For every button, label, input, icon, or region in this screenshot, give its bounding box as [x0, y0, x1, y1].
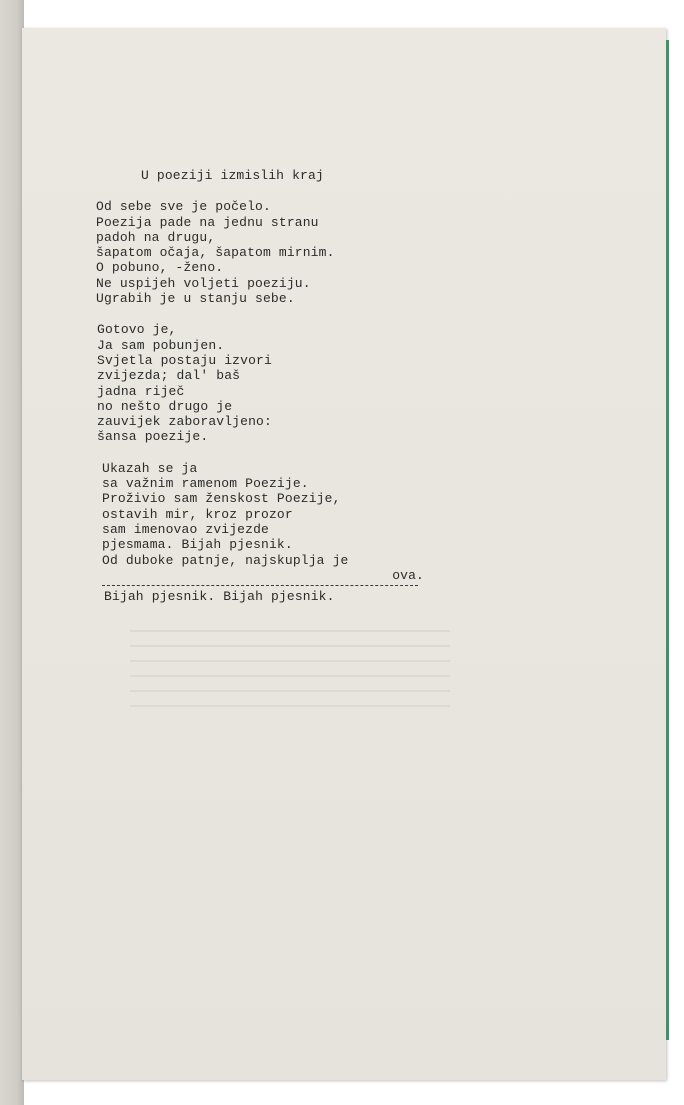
poem-line: Ugrabih je u stanju sebe.	[96, 291, 295, 307]
poem-line: šapatom očaja, šapatom mirnim.	[96, 245, 335, 261]
dashed-divider	[102, 585, 418, 586]
poem-line: sam imenovao zvijezde	[102, 521, 269, 537]
poem-line: Ukazah se ja	[102, 460, 198, 476]
poem-line: Gotovo je,	[97, 322, 177, 338]
poem-line: Poezija pade na jednu stranu	[96, 214, 319, 230]
poem-line: Svjetla postaju izvori	[97, 352, 272, 368]
poem-line: no nešto drugo je	[97, 398, 233, 414]
stanza-3	[102, 461, 516, 583]
poem-line: O pobuno, -ženo.	[96, 260, 224, 276]
poem-line: pjesmama. Bijah pjesnik.	[102, 537, 293, 553]
poem-line: sa važnim ramenom Poezije.	[102, 476, 309, 492]
final-line: Bijah pjesnik. Bijah pjesnik.	[104, 589, 335, 605]
poem-title: U poeziji izmislih kraj	[141, 168, 324, 183]
poem-line: Ja sam pobunjen.	[97, 337, 225, 353]
poem-line: Proživio sam ženskost Poezije,	[102, 491, 341, 507]
poem	[96, 168, 516, 604]
poem-line-tail: ova.	[392, 567, 424, 583]
show-through-text	[130, 630, 450, 720]
poem-line: Ne uspijeh voljeti poeziju.	[96, 275, 311, 291]
cover-edge	[666, 40, 669, 1040]
left-page-edge	[0, 0, 24, 1105]
poem-line: jadna riječ	[97, 383, 185, 399]
poem-line: padoh na drugu,	[96, 229, 216, 245]
poem-line: ostavih mir, kroz prozor	[102, 506, 293, 522]
stanza-2	[97, 322, 516, 444]
stanza-1	[96, 199, 516, 306]
poem-line: zauvijek zaboravljeno:	[97, 414, 272, 430]
poem-line: zvijezda; dal' baš	[97, 368, 241, 384]
poem-line: Od sebe sve je počelo.	[96, 199, 271, 215]
poem-line: šansa poezije.	[97, 429, 209, 445]
poem-line: Od duboke patnje, najskuplja je	[102, 552, 349, 568]
